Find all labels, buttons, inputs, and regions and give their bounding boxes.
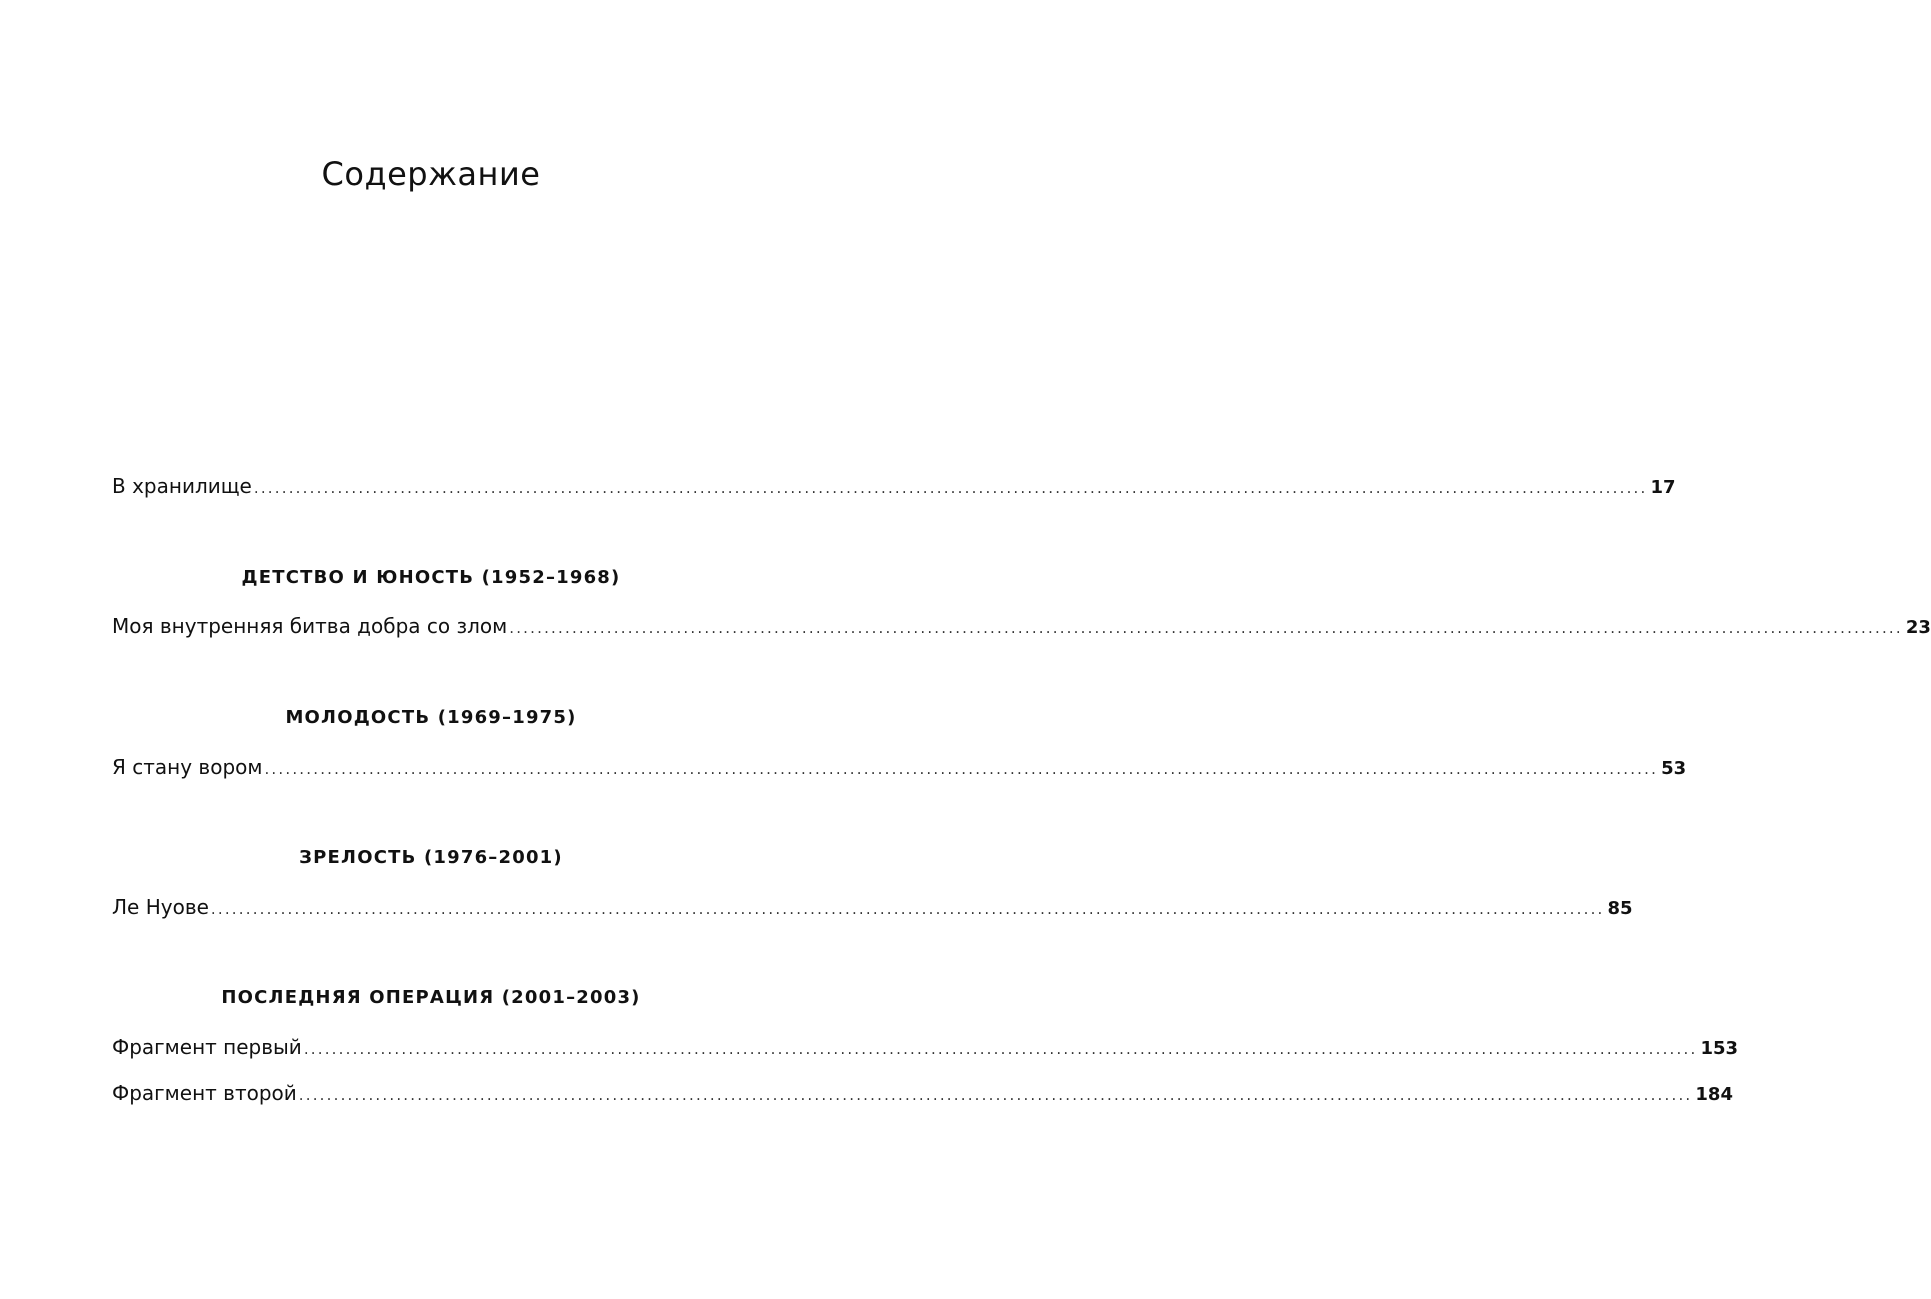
toc-entry-title: Я стану вором [112,755,263,779]
toc-entry-title: Ле Нуове [112,895,209,919]
toc-page-number: 184 [1695,1084,1733,1105]
toc-entry-last-operation-1 [112,1031,1739,1063]
toc-entry-last-operation-2 [112,1077,1733,1109]
toc-page-number: 85 [1607,898,1633,919]
toc-page-number: 53 [1661,758,1687,779]
toc-entry-maturity-1 [112,891,1633,923]
toc-page-number: 17 [1650,477,1676,498]
page-title: Содержание [321,155,541,193]
toc-entry-title: Фрагмент второй [112,1081,297,1105]
dot-leader: ........................................................................................................................................................................................................ [298,1086,1693,1104]
dot-leader: ........................................................................................................................................................................................................ [303,1040,1698,1058]
dot-leader: ........................................................................................................................................................................................................ [509,619,1903,637]
dot-leader: ........................................................................................................................................................................................................ [210,900,1605,918]
toc-page-number: 23 [1905,617,1931,638]
section-heading-youth: МОЛОДОСТЬ (1969–1975) [285,707,577,728]
toc-entry-title: Фрагмент первый [112,1035,302,1059]
toc-entry-intro [112,470,1676,502]
toc-entry-youth-1 [112,751,1687,783]
section-heading-last-operation: ПОСЛЕДНЯЯ ОПЕРАЦИЯ (2001–2003) [221,987,641,1008]
section-heading-childhood: ДЕТСТВО И ЮНОСТЬ (1952–1968) [241,567,621,588]
dot-leader: ........................................................................................................................................................................................................ [264,760,1659,778]
toc-entry-childhood-1 [112,610,1931,642]
section-heading-maturity: ЗРЕЛОСТЬ (1976–2001) [299,847,563,868]
toc-page-number: 153 [1700,1038,1739,1059]
dot-leader: ........................................................................................................................................................................................................ [253,479,1648,497]
toc-entry-title: В хранилище [112,474,252,498]
toc-entry-title: Моя внутренняя битва добра со злом [112,614,508,638]
